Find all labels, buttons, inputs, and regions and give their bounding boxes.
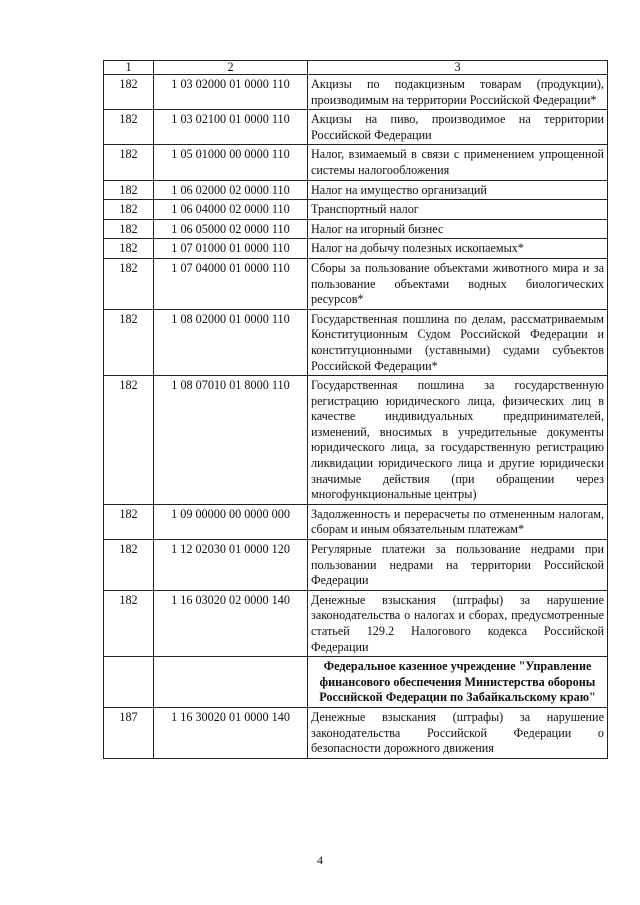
admin-code-cell: 187 [104, 707, 154, 758]
revenue-name-cell: Налог на игорный бизнес [308, 219, 608, 239]
header-col-1: 1 [104, 61, 154, 75]
admin-code-cell: 182 [104, 239, 154, 259]
budget-code-cell: 1 12 02030 01 0000 120 [154, 540, 308, 591]
revenue-codes-table [103, 60, 608, 759]
revenue-name-cell: Налог, взимаемый в связи с применением упрощенной системы налогообложения [308, 145, 608, 180]
admin-code-cell: 182 [104, 110, 154, 145]
table-row [104, 309, 608, 375]
admin-code-cell: 182 [104, 145, 154, 180]
revenue-name-cell: Акцизы на пиво, производимое на территории Российской Федерации [308, 110, 608, 145]
budget-code-cell: 1 06 05000 02 0000 110 [154, 219, 308, 239]
budget-code-cell: 1 06 02000 02 0000 110 [154, 180, 308, 200]
budget-code-cell: 1 09 00000 00 0000 000 [154, 504, 308, 539]
revenue-name-cell: Транспортный налог [308, 200, 608, 220]
organization-heading-row [104, 657, 608, 708]
revenue-name-cell: Налог на добычу полезных ископаемых* [308, 239, 608, 259]
budget-code-cell: 1 08 07010 01 8000 110 [154, 376, 308, 505]
admin-code-cell [104, 657, 154, 708]
revenue-name-cell: Акцизы по подакцизным товарам (продукции), производимым на территории Российской Федерации* [308, 75, 608, 110]
admin-code-cell: 182 [104, 376, 154, 505]
table-row [104, 219, 608, 239]
revenue-name-cell: Денежные взыскания (штрафы) за нарушение законодательства Российской Федерации о безопасности дорожного движения [308, 707, 608, 758]
budget-code-cell: 1 03 02100 01 0000 110 [154, 110, 308, 145]
table-row [104, 540, 608, 591]
table-row [104, 239, 608, 259]
admin-code-cell: 182 [104, 590, 154, 656]
budget-code-cell: 1 03 02000 01 0000 110 [154, 75, 308, 110]
budget-code-cell: 1 16 30020 01 0000 140 [154, 707, 308, 758]
budget-code-cell: 1 16 03020 02 0000 140 [154, 590, 308, 656]
table-row [104, 110, 608, 145]
revenue-name-cell: Федеральное казенное учреждение "Управление финансового обеспечения Министерства обороны Российской Федерации по Забайкальскому краю" [308, 657, 608, 708]
budget-code-cell: 1 07 04000 01 0000 110 [154, 258, 308, 309]
table-row [104, 707, 608, 758]
budget-code-cell [154, 657, 308, 708]
header-col-2: 2 [154, 61, 308, 75]
page-number: 4 [317, 853, 323, 867]
table-row [104, 376, 608, 505]
budget-code-cell: 1 08 02000 01 0000 110 [154, 309, 308, 375]
table-row [104, 75, 608, 110]
budget-code-cell: 1 07 01000 01 0000 110 [154, 239, 308, 259]
admin-code-cell: 182 [104, 200, 154, 220]
table-row [104, 200, 608, 220]
budget-code-cell: 1 05 01000 00 0000 110 [154, 145, 308, 180]
table-row [104, 145, 608, 180]
table-row [104, 504, 608, 539]
revenue-name-cell: Сборы за пользование объектами животного мира и за пользование объектами водных биологических ресурсов* [308, 258, 608, 309]
revenue-name-cell: Государственная пошлина за государственную регистрацию юридического лица, физических лиц в качестве индивидуальных предпринимателей, изменений, вносимых в учредительные документы юридического лица, за государственную регистрацию ликвидации юридического лица и другие юридически значимые действия (при обращении через многофункциональные центры) [308, 376, 608, 505]
admin-code-cell: 182 [104, 258, 154, 309]
admin-code-cell: 182 [104, 180, 154, 200]
revenue-name-cell: Задолженность и перерасчеты по отмененным налогам, сборам и иным обязательным платежам* [308, 504, 608, 539]
budget-code-cell: 1 06 04000 02 0000 110 [154, 200, 308, 220]
table-row [104, 590, 608, 656]
admin-code-cell: 182 [104, 504, 154, 539]
table-row [104, 180, 608, 200]
revenue-name-cell: Денежные взыскания (штрафы) за нарушение законодательства о налогах и сборах, предусмотренные статьей 129.2 Налогового кодекса Российской Федерации [308, 590, 608, 656]
admin-code-cell: 182 [104, 309, 154, 375]
table-header-row [104, 61, 608, 75]
table-row [104, 258, 608, 309]
header-col-3: 3 [308, 61, 608, 75]
admin-code-cell: 182 [104, 75, 154, 110]
revenue-name-cell: Налог на имущество организаций [308, 180, 608, 200]
admin-code-cell: 182 [104, 540, 154, 591]
admin-code-cell: 182 [104, 219, 154, 239]
revenue-name-cell: Регулярные платежи за пользование недрами при пользовании недрами на территории Российской Федерации [308, 540, 608, 591]
revenue-name-cell: Государственная пошлина по делам, рассматриваемым Конституционным Судом Российской Федерации и конституционными (уставными) судами субъектов Российской Федерации* [308, 309, 608, 375]
